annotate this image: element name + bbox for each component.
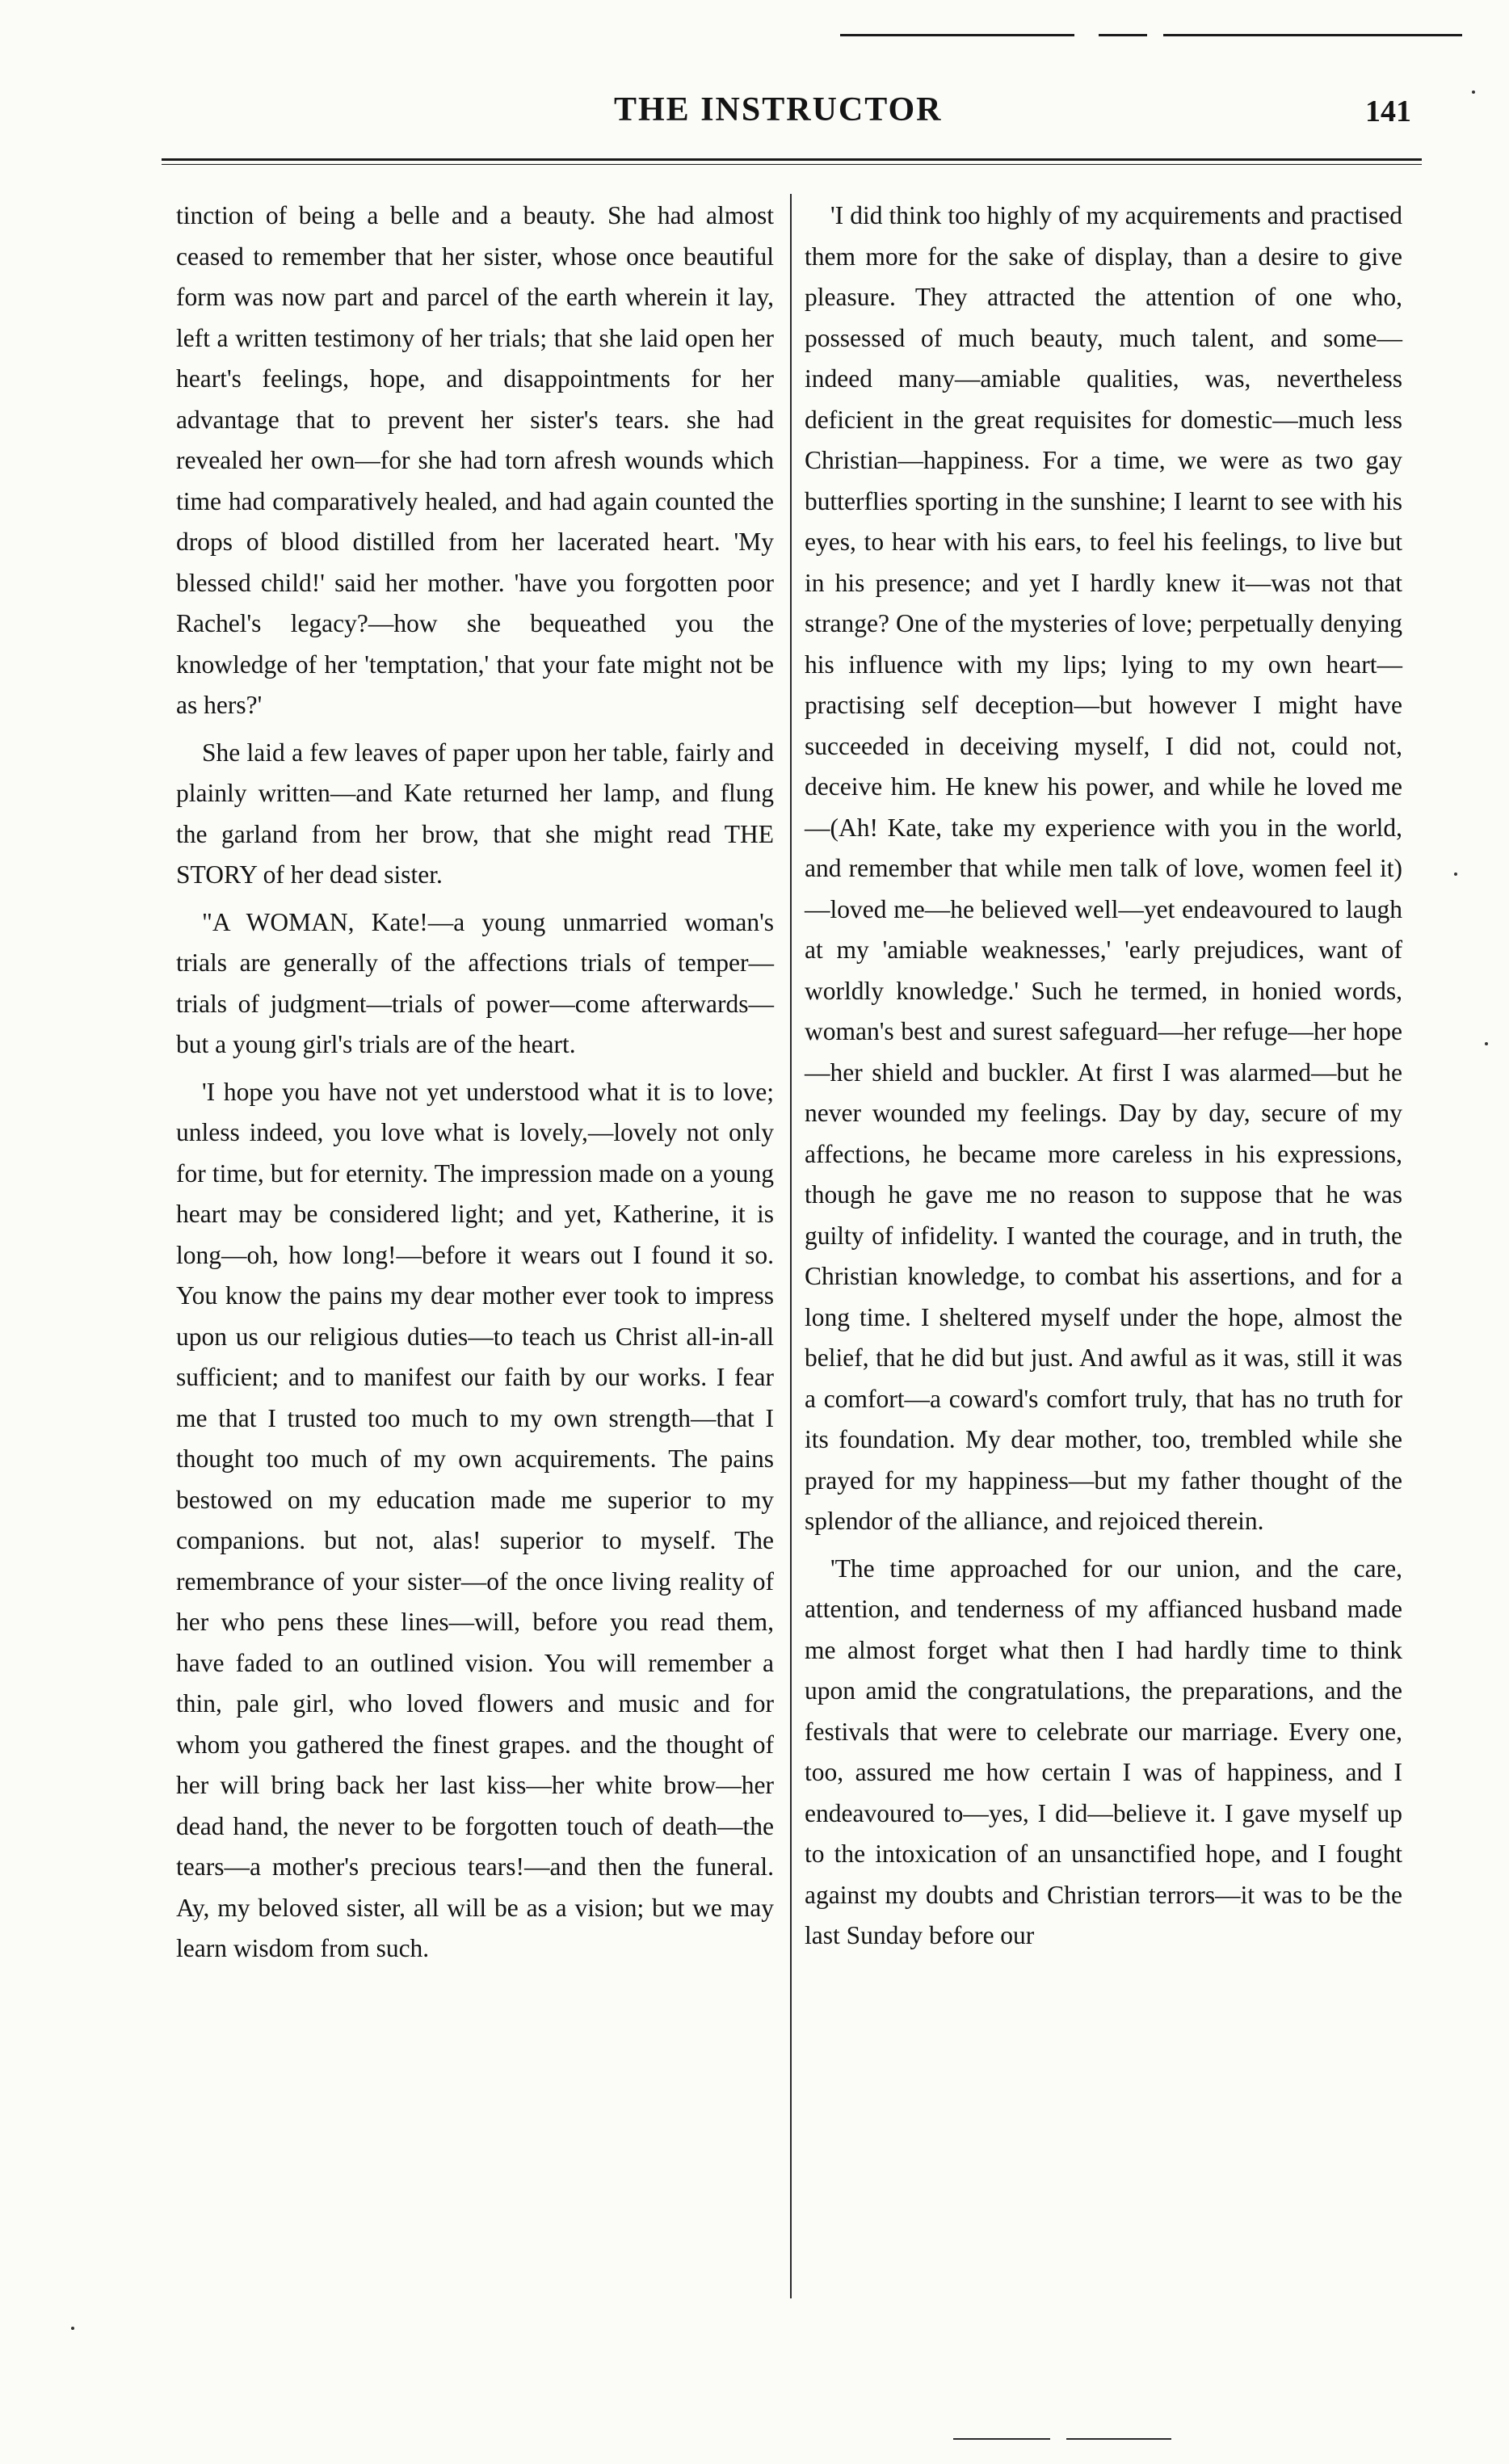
paragraph: "A WOMAN, Kate!—a young unmarried woman's trials are generally of the affections trials of temper—trials of judgment—trials of power—come afterwards—but a young girl's trials are of the heart. (176, 907, 774, 1058)
top-decorative-rule-left (840, 34, 1074, 36)
right-text-column (805, 196, 1402, 1963)
paragraph: 'The time approached for our union, and the care, attention, and tenderness of my affianced husband made me almost forget what then I had hardly time to think upon amid the congratulations, the preparations, and the festivals that were to celebrate our marriage. Every one, too, assured me how certain I was of happiness, and I endeavoured to—yes, I did—believe it. I gave myself up to the intoxication of an unsanctified hope, and I fought against my doubts and Christian terrors—it was to be the last Sunday before our (805, 1554, 1402, 1949)
ink-speck (1472, 90, 1475, 94)
page-header (0, 90, 1509, 139)
ink-speck (71, 2327, 74, 2330)
bottom-rule-right (1066, 2438, 1171, 2440)
header-rule (162, 158, 1422, 165)
ink-speck (1454, 872, 1457, 876)
paragraph: tinction of being a belle and a beauty. She had almost ceased to remember that her sister, whose once beautiful form was now part and parcel of the earth wherein it lay, left a written testimony of her trials; that she laid open her heart's feelings, hope, and disappointments for her advantage that to prevent her sister's tears. she had revealed her own—for she had torn afresh wounds which time had comparatively healed, and had again counted the drops of blood distilled from her lacerated heart. 'My blessed child!' said her mother. 'have you forgotten poor Rachel's legacy?—how she bequeathed you the knowledge of her 'temptation,' that your fate might not be as hers?' (176, 201, 774, 719)
paragraph: She laid a few leaves of paper upon her table, fairly and plainly written—and Kate returned her lamp, and flung the garland from her brow, that she might read THE STORY of her dead sister. (176, 738, 774, 889)
column-divider (790, 194, 792, 2298)
page-number: 141 (1365, 95, 1411, 128)
top-decorative-rule-mid (1099, 34, 1147, 36)
left-text-column (176, 196, 774, 1976)
bottom-rule-left (953, 2438, 1050, 2440)
paragraph: 'I hope you have not yet understood what it is to love; unless indeed, you love what is lovely,—lovely not only for time, but for eternity. The impression made on a young heart may be considered light; and yet, Katherine, it is long—oh, how long!—before it wears out I found it so. You know the pains my dear mother ever took to impress upon us our religious duties—to teach us Christ all-in-all sufficient; and to manifest our faith by our works. I fear me that I trusted too much to my own strength—that I thought too much of my own acquirements. The pains bestowed on my education made me superior to my companions. but not, alas! superior to myself. The remembrance of your sister—of the once living reality of her who pens these lines—will, before you read them, have faded to an outlined vision. You will remember a thin, pale girl, who loved flowers and music and for whom you gathered the finest grapes. and the thought of her will bring back her last kiss—her white brow—her dead hand, the never to be forgotten touch of death—the tears—a mother's precious tears!—and then the funeral. Ay, my beloved sister, all will be as a vision; but we may learn wisdom from such. (176, 1077, 774, 1962)
running-title: THE INSTRUCTOR (614, 91, 943, 128)
ink-speck (1485, 1042, 1488, 1045)
paragraph: 'I did think too highly of my acquirements and practised them more for the sake of display, than a desire to give pleasure. They attracted the attention of one who, possessed of much beauty, much talent, and some—indeed many—amiable qualities, was, nevertheless deficient in the great requisites for domestic—much less Christian—happiness. For a time, we were as two gay butterflies sporting in the sunshine; I learnt to see with his eyes, to hear with his ears, to feel his feelings, to live but in his presence; and yet I hardly knew it—was not that strange? One of the mysteries of love; perpetually denying his influence with my lips; lying to my own heart—practising self deception—but however I might have succeeded in deceiving myself, I did not, could not, deceive him. He knew his power, and while he loved me—(Ah! Kate, take my experience with you in the world, and remember that while men talk of love, women feel it)—loved me—he believed well—yet endeavoured to laugh at my 'amiable weaknesses,' 'early prejudices, want of worldly knowledge.' Such he termed, in honied words, woman's best and surest safeguard—her refuge—her hope—her shield and buckler. At first I was alarmed—but he never wounded my feelings. Day by day, secure of my affections, he became more careless in his expressions, though he gave me no reason to suppose that he was guilty of infidelity. I wanted the courage, and in truth, the Christian knowledge, to combat his assertions, and for a long time. I sheltered myself under the hope, almost the belief, that he did but just. And awful as it was, still it was a comfort—a coward's comfort truly, that has no truth for its foundation. My dear mother, too, trembled while she prayed for my happiness—but my father thought of the splendor of the alliance, and rejoiced therein. (805, 201, 1402, 1535)
top-decorative-rule-right (1163, 34, 1462, 36)
